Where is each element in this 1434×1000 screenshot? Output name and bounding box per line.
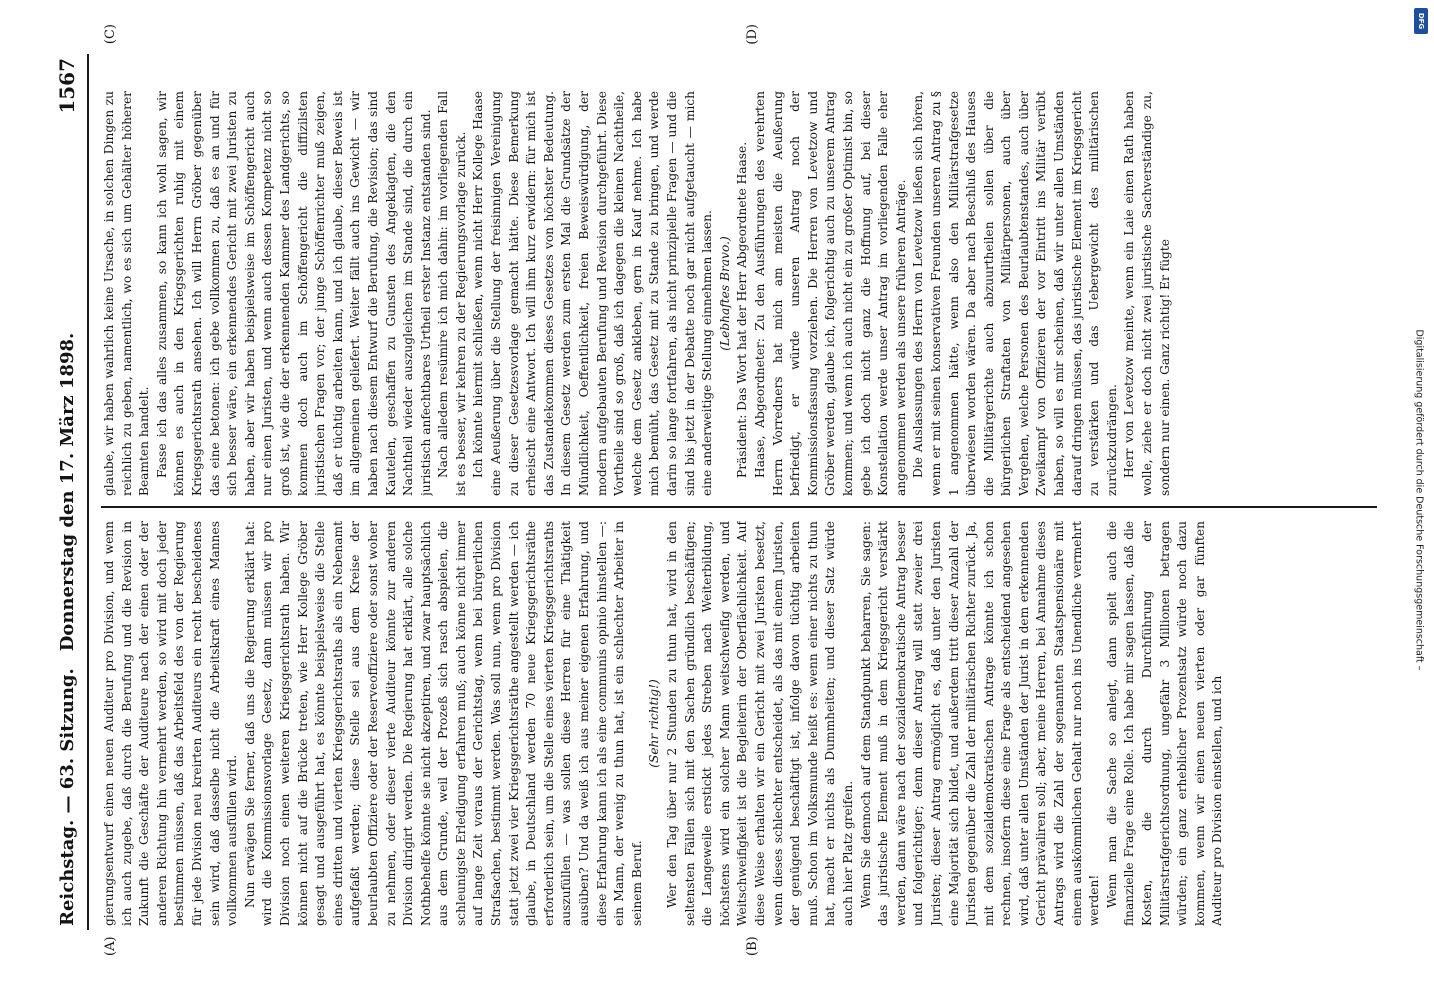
- header-date: Donnerstag den 17. März 1898.: [57, 332, 78, 652]
- margin-mark-d: (D): [745, 24, 760, 45]
- paragraph: Fasse ich das alles zusammen, so kann ich wohl sagen, wir können es auch in den Kriegsgerichten ruhig mit einem Kriegsgerichtsrath ansehen. Ich will Herrn Gröber gegenüber das eine betonen: ich gebe vollkommen zu, daß es an und für sich besser wäre, ein erkennendes Gericht mit zwei Juristen zu haben, aber wir haben beispielsweise im Schöffengericht auch nur einen Juristen, und wenn auch dessen Kompetenz nicht so groß ist, wie die der erkennenden Kammer des Landgerichts, so kommen doch auch im Schöffengericht die diffizilsten juristischen Fragen vor; der junge Schöffenrichter muß zeigen, daß er tüchtig arbeiten kann, und ich glaube, dieser Beweis ist im allgemeinen geliefert. Weiter fällt auch ins Gewicht — wir haben nach diesem Entwurf die Berufung, die Revision; das sind Kautelen, geschaffen zu Gunsten des Angeklagten, die den Nachtheil wieder auszugleichen im Stande sind, die durch ein juristisch anfechtbares Urtheil erster Instanz entstanden sind.: [154, 91, 433, 496]
- right-column: [101, 91, 1377, 496]
- page-header: [47, 54, 89, 930]
- digitization-note: [1408, 6, 1430, 994]
- interjection: (Lebhaftes Bravo.): [717, 236, 732, 351]
- paragraph: gierungsentwurf einen neuen Auditeur pro Division, und wenn ich auch zugebe, daß durch die Berufung und die Revision in Zukunft die Geschäfte der Auditeure nach der einen oder der anderen Richtung hin vermehrt werden, so wird mit doch jeder bestimmen müssen, daß das Arbeitsfeld des von der Regierung für jede Division neu kreirten Auditeurs ein recht bescheidenes sein wird, daß dasselbe nicht die Arbeitskraft eines Mannes vollkommen ausfüllen wird.: [102, 521, 240, 926]
- rotated-sheet: [37, 24, 1397, 970]
- paragraph: Nach alledem resümire ich mich dahin: im vorliegenden Fall ist es besser, wir kehren zu der Regierungsvorlage zurück.: [436, 91, 468, 496]
- interjection: (Sehr richtig!): [647, 679, 662, 768]
- paragraph: Wenn man die Sache so anlegt, dann spielt auch die finanzielle Frage eine Rolle. Ich habe mir sagen lassen, daß die Kosten, die durch Durchführung der Militärstrafgerichtsordnung, ungefähr 3 Millionen betragen würden; ein ganz erheblicher Prozentsatz würde noch dazu kommen, wenn wir einen neuen vierten oder gar fünften Auditeur pro Division einstellen, und ich: [1104, 521, 1225, 926]
- margin-mark-c: (C): [103, 24, 118, 45]
- paragraph: Wenn Sie dennoch auf dem Standpunkt beharren, Sie sagen: das juristische Element muß in dem Kriegsgericht verstärkt werden, dann wäre nach der sozialdemokratische Antrag besser und folgerichtiger; denn dieser Antrag will statt zweier drei Juristen; dieser Antrag ermöglicht es, daß unter den Juristen eine Majorität sich bildet, und außerdem tritt dieser Anzahl der Juristen gegenüber die Zahl der militärischen Richter zurück. Ja, mit dem sozialdemokratischen Antrage könnte ich schon rechnen, insofern diese eine Frage als entscheidend angesehen wird, daß unter allen Umständen der Jurist in dem erkennenden Gericht prävaliren soll; aber, meine Herren, bei Annahme dieses Antrags wird die Zahl der sogenannten Staatspensionäre mit einem auskömmlichen Gehalt nur noch ins Unendliche vermehrt werden!: [858, 521, 1102, 926]
- paragraph: Wer den Tag über nur 2 Stunden zu thun hat, wird in den seltensten Fällen sich mit den Sachen gründlich beschäftigen; die Langeweile erstickt jedes Streben nach Weiterbildung, höchstens wird ein solcher Mann weitschweifig werden, und Weitschweifigkeit ist die Begleiterin der Oberflächlichkeit. Auf diese Weise erhalten wir ein Gericht mit zwei Juristen besetzt, wenn dieses schlechter entscheidet, als das mit einem Juristen, der genügend beschäftigt ist, infolge davon tüchtig arbeiten muß. Schon im Volksmunde heißt es: wenn einer nichts zu thun hat, macht er nichts als Dummheiten; und dieser Satz würde auch hier Platz greifen.: [665, 521, 855, 926]
- header-session: Reichstag. — 63. Sitzung.: [57, 668, 78, 926]
- paragraph: glaube, wir haben wahrlich keine Ursache, in solchen Dingen zu reichlich zu geben, namentlich, wo es sich um Gehälter höherer Beamten handelt.: [102, 91, 152, 496]
- dfg-logo: DFG: [1414, 8, 1428, 34]
- paragraph: Die Auslassungen des Herrn von Levetzow ließen sich hören, wenn er mit seinen konservativen Freunden unseren Antrag zu § 1 angenommen hätte, wenn also den Militärstrafgesetze überwiesen worden wären. Da aber nach Beschluß des Hauses die Militärgerichte auch abzuurtheilen sollen über die bürgerlichen Straftaten von Militärpersonen, auch über Vergehen, welche Personen des Beurlaubtenstandes, auch über Zweikampf von Offizieren der vor Eintritt ins Militär verübt haben, so will es mir scheinen, daß wir unter allen Umständen darauf dringen müssen, das juristische Element im Kriegsgericht zu verstärken und das Uebergewicht des militärischen zurückzudrängen.: [911, 91, 1119, 496]
- speaker-paragraph: Präsident: Das Wort hat der Herr Abgeordnete Haase.: [735, 141, 750, 478]
- page-number: 1567: [55, 58, 79, 114]
- paragraph: Ich könnte hiermit schließen, wenn nicht Herr Kollege Haase eine Aeußerung über die Stellung der freisinnigen Vereinigung zu dieser Gesetzesvorlage gemacht hätte. Diese Bemerkung erheischt eine Antwort. Ich will ihm kurz erwidern: für mich ist das Zustandekommen dieses Gesetzes von höchster Bedeutung. In diesem Gesetz werden zum ersten Mal die Grundsätze der Mündlichkeit, Oeffentlichkeit, freien Beweiswürdigung, der modern aufgebauten Berufung und Revision durchgeführt. Diese Vortheile sind so groß, daß ich dagegen die kleinen Nachtheile, welche dem Gesetz ankleben, gern in Kauf nehme. Ich habe mich bemüht, das Gesetz mit zu Stande zu bringen, und werde darin so lange fortfahren, als nicht prinzipielle Fragen — und die sind bis jetzt in der Debatte noch gar nicht aufgetaucht — mich eine anderweitige Stellung einnehmen lassen.: [471, 91, 715, 496]
- column-divider: [101, 506, 1377, 508]
- speaker-paragraph: Haase, Abgeordneter: Zu den Ausführungen des verehrten Herrn Vorredners hat mich am meisten die Aeußerung befriedigt, er würde unseren Antrag noch der Kommissionsfassung vorziehen. Die Herren von Levetzow und Gröber werden, glaube ich, folgerichtig auch zu unserem Antrag kommen; und wenn ich auch nicht ein zu großer Optimist bin, so gebe ich doch nicht ganz die Hoffnung auf, bei dieser Konstellation werde unser Antrag im vorliegenden Falle eher angenommen werden als unsere früheren Anträge.: [752, 91, 908, 496]
- paragraph: Herr von Levetzow meinte, wenn ein Laie einen Rath haben wolle, ziehe er doch nicht zwei juristische Sachverständige zu, sondern nur einen. Ganz richtig! Er fügte: [1122, 91, 1172, 496]
- margin-mark-a: (A): [103, 936, 118, 956]
- margin-mark-b: (B): [745, 936, 760, 956]
- digitization-note-text: Digitalisierung gefördert durch die Deutsche Forschungsgemeinschaft –: [1413, 329, 1425, 671]
- left-column: [101, 521, 1377, 926]
- paragraph: Nun erwägen Sie ferner, daß uns die Regierung erklärt hat: wird die Kommissionsvorlage Gesetz, dann müssen wir pro Division noch einen weiteren Kriegsgerichtsrath haben. Wir können nicht auf die Brücke treten, wie Herr Kollege Gröber gesagt und ausgeführt hat, es könnte beispielsweise die Stelle eines dritten und vierten Kriegsgerichtsraths als ein Nebenamt aufgefaßt werden; diese Stelle sei aus dem Kreise der beurlaubten Offiziere oder der Reserveoffiziere oder sonst woher zu nehmen, oder dieser vierte Auditeur könnte zur anderen Division dirigirt werden. Die Regierung hat erklärt, alle solche Nothbehelfe könnte sie nicht akzeptiren, und zwar hauptsächlich aus dem Grunde, weil der Prozeß sich rasch abspielen, die schleunigste Erledigung erfahren muß; auch könne nicht immer auf lange Zeit voraus der Gerichtstag, wenn bei bürgerlichen Strafsachen, bestimmt werden. Was soll nun, wenn pro Division statt jetzt zwei vier Kriegsgerichtsräthe angestellt werden — ich glaube, in Deutschland werden 70 neue Kriegsgerichtsräthe erforderlich sein, um die Stelle eines vierten Kriegsgerichtsraths auszufüllen — was sollen diese Herren für eine Thätigkeit ausüben? Und da weiß ich aus meiner eigenen Erfahrung, und diese Erfahrung kann ich als eine communis opinio hinstellen —: ein Mann, der wenig zu thun hat, ist ein schlechter Arbeiter in seinem Beruf.: [242, 521, 644, 926]
